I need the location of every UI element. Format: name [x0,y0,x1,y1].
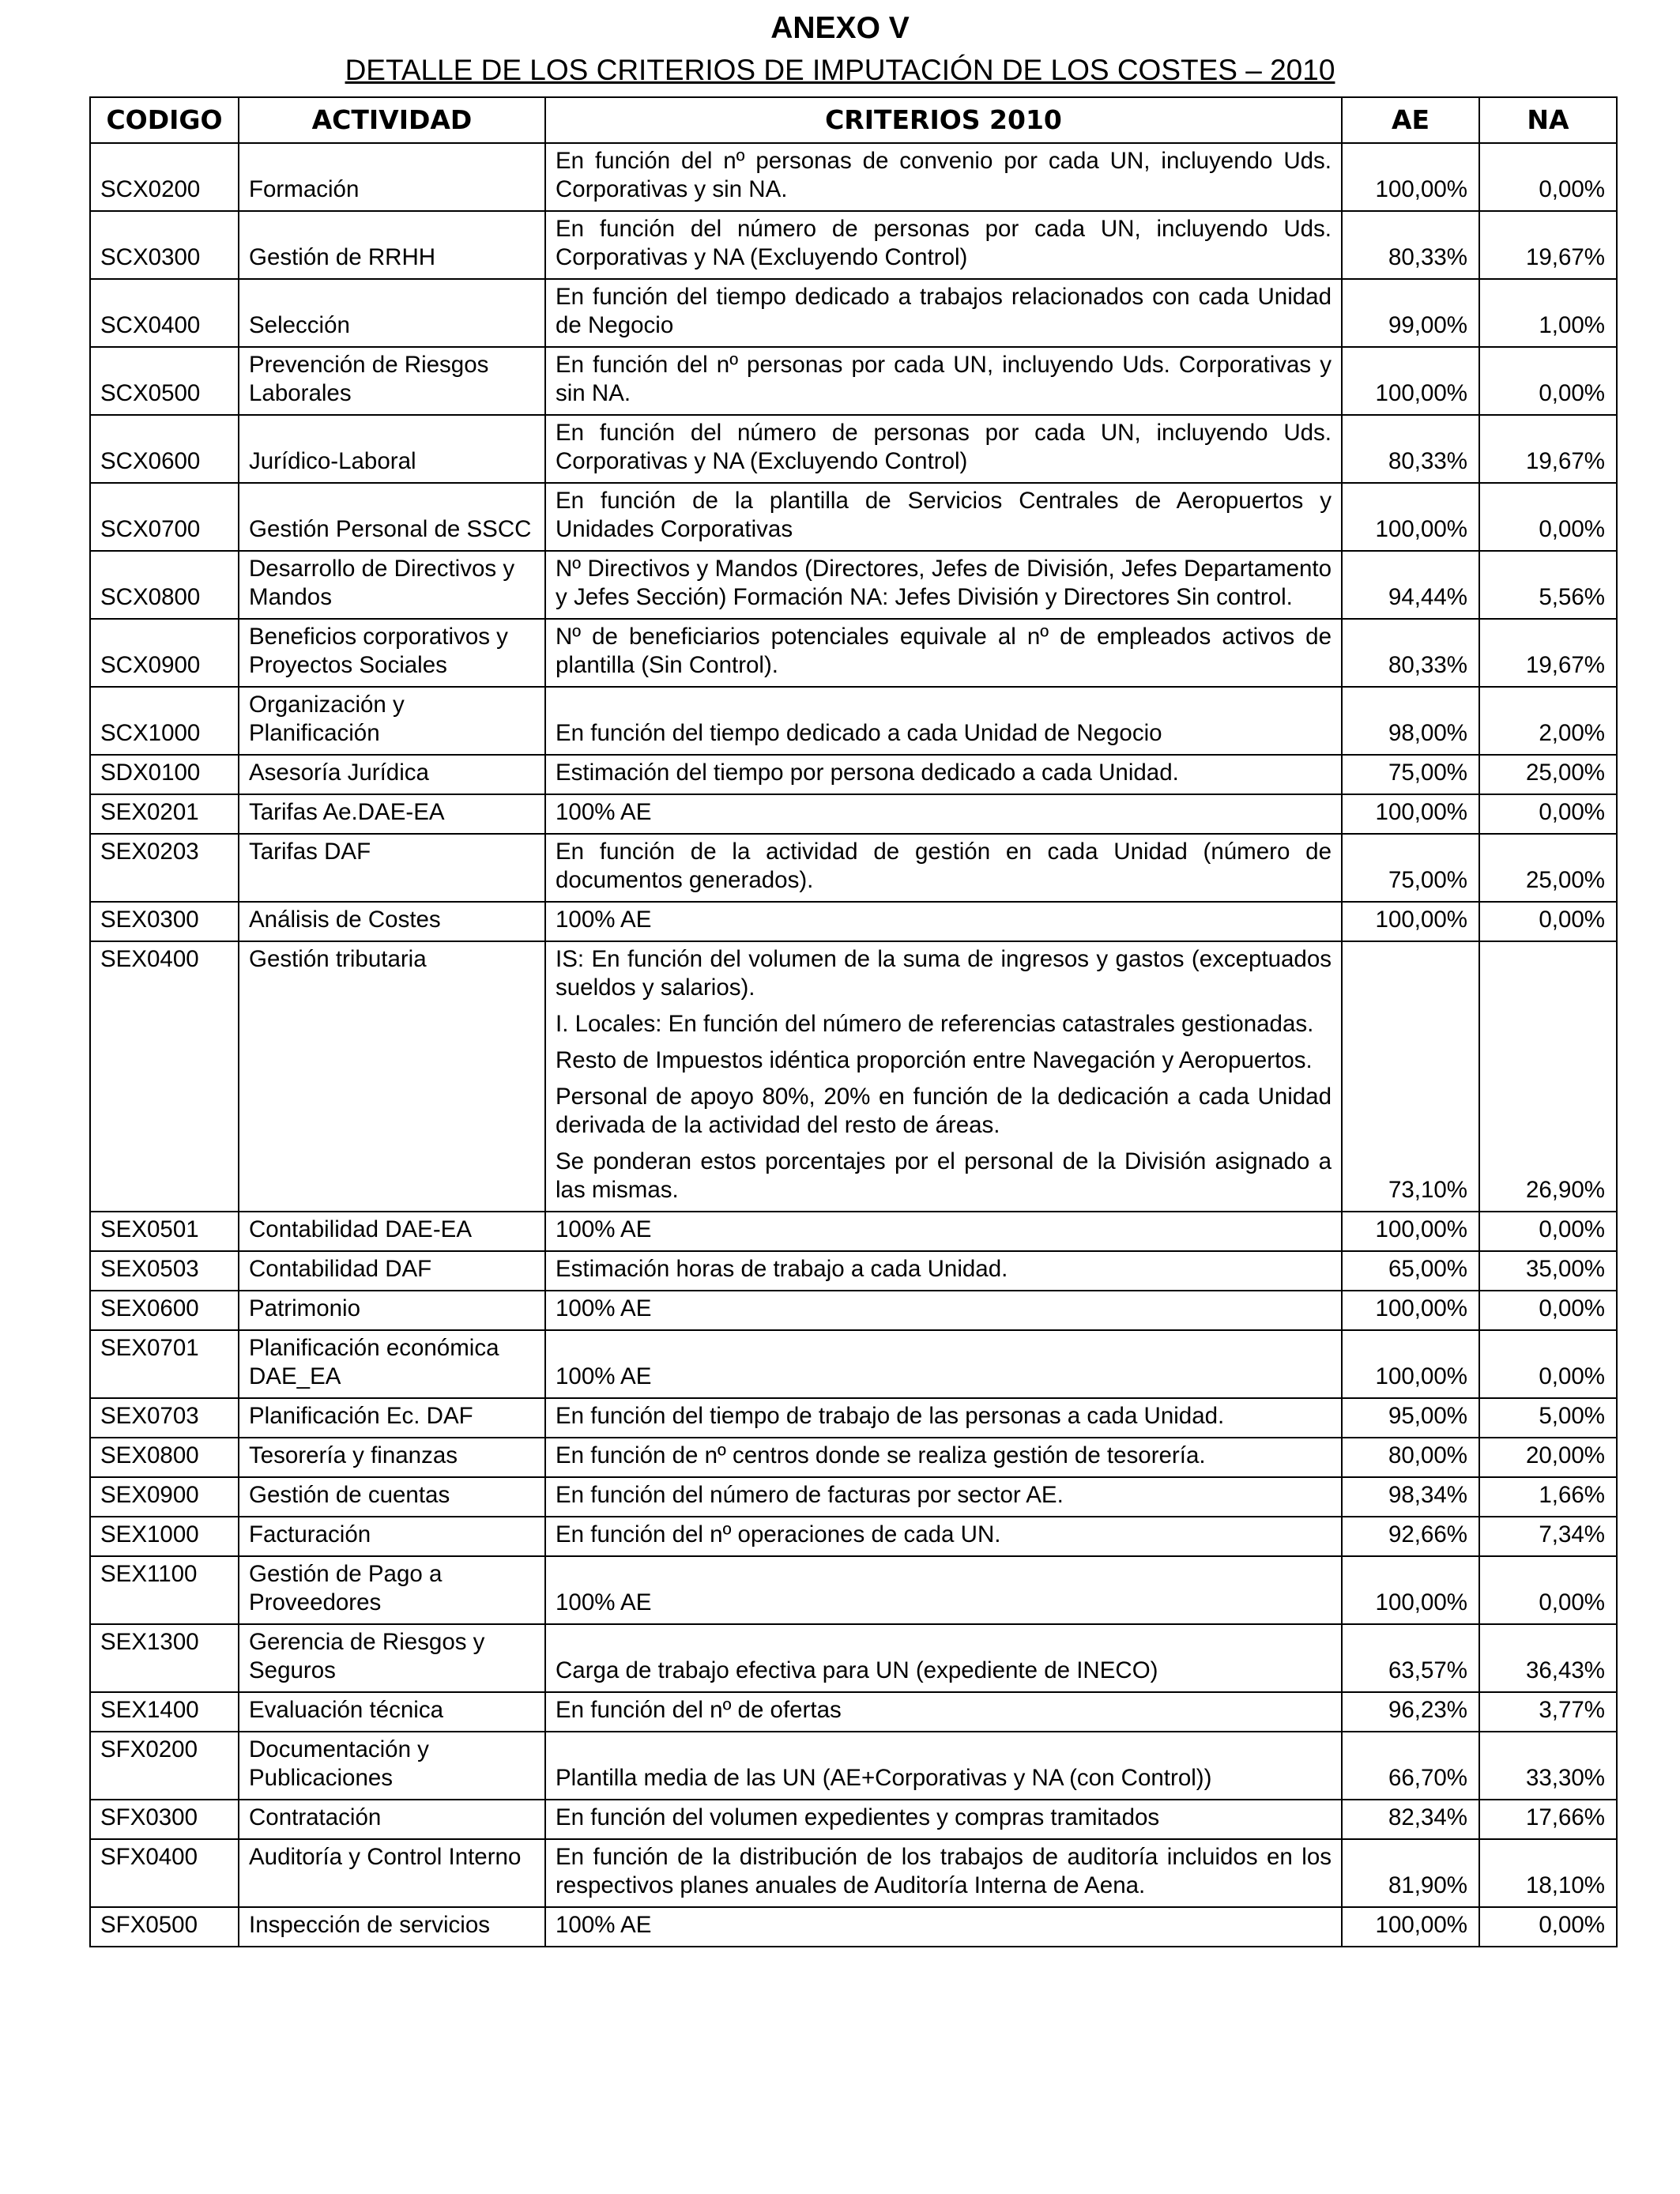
cell-ae: 96,23% [1342,1692,1479,1732]
table-header-row [90,97,1617,143]
table-row [90,143,1617,211]
table-row [90,902,1617,941]
table-row [90,1212,1617,1251]
cell-na: 36,43% [1479,1624,1617,1692]
criteria-paragraph: 100% AE [556,1295,652,1321]
cell-code: SEX0800 [90,1438,239,1477]
cell-code: SFX0300 [90,1800,239,1839]
cell-code: SCX1000 [90,687,239,755]
cell-ae: 99,00% [1342,279,1479,347]
table-row [90,1438,1617,1477]
cell-code: SCX0500 [90,347,239,415]
cell-activity: Gestión de RRHH [239,211,545,279]
criteria-paragraph: Nº de beneficiarios potenciales equivale al nº de empleados activos de plantilla (Sin Control). [556,624,1332,678]
cell-criteria [545,347,1342,415]
cell-activity: Documentación y Publicaciones [239,1732,545,1800]
table-row [90,1556,1617,1624]
cell-activity: Evaluación técnica [239,1692,545,1732]
cell-criteria [545,211,1342,279]
cell-ae: 80,33% [1342,415,1479,483]
cell-activity: Planificación económica DAE_EA [239,1330,545,1398]
cell-na: 33,30% [1479,1732,1617,1800]
cell-na: 20,00% [1479,1438,1617,1477]
cell-na: 0,00% [1479,794,1617,834]
cell-criteria [545,755,1342,794]
cell-ae: 98,00% [1342,687,1479,755]
cell-code: SEX0600 [90,1291,239,1330]
cell-activity: Gestión tributaria [239,941,545,1212]
table-row [90,1800,1617,1839]
cell-na: 2,00% [1479,687,1617,755]
cell-code: SCX0300 [90,211,239,279]
cell-code: SCX0200 [90,143,239,211]
criteria-paragraph: En función del nº de ofertas [556,1697,842,1723]
cell-criteria [545,941,1342,1212]
cell-criteria [545,794,1342,834]
cell-ae: 100,00% [1342,347,1479,415]
cell-ae: 92,66% [1342,1517,1479,1556]
cell-activity: Contratación [239,1800,545,1839]
cell-ae: 100,00% [1342,143,1479,211]
table-row [90,1624,1617,1692]
cell-activity: Gestión Personal de SSCC [239,483,545,551]
cell-ae: 82,34% [1342,1800,1479,1839]
table-row [90,211,1617,279]
page-title: ANEXO V [770,11,910,45]
table-row [90,1907,1617,1947]
cell-criteria [545,1330,1342,1398]
cell-ae: 100,00% [1342,794,1479,834]
cell-code: SEX0203 [90,834,239,902]
criteria-paragraph: 100% AE [556,1912,652,1938]
cell-criteria [545,902,1342,941]
cell-na: 0,00% [1479,902,1617,941]
cell-na: 0,00% [1479,1212,1617,1251]
cell-code: SEX0501 [90,1212,239,1251]
cell-ae: 80,33% [1342,619,1479,687]
cell-criteria [545,1624,1342,1692]
cell-na: 5,00% [1479,1398,1617,1438]
cell-activity: Contabilidad DAE-EA [239,1212,545,1251]
criteria-paragraph: I. Locales: En función del número de referencias catastrales gestionadas. [556,1011,1314,1037]
cell-activity: Gerencia de Riesgos y Seguros [239,1624,545,1692]
criteria-paragraph: Personal de apoyo 80%, 20% en función de la dedicación a cada Unidad derivada de la actividad del resto de áreas. [556,1084,1332,1138]
cell-na: 35,00% [1479,1251,1617,1291]
table-row [90,687,1617,755]
cell-na: 19,67% [1479,415,1617,483]
cell-ae: 95,00% [1342,1398,1479,1438]
cell-code: SCX0800 [90,551,239,619]
cell-na: 25,00% [1479,755,1617,794]
cell-code: SCX0600 [90,415,239,483]
cell-na: 0,00% [1479,483,1617,551]
criteria-paragraph: En función del tiempo dedicado a cada Unidad de Negocio [556,720,1162,746]
cell-ae: 73,10% [1342,941,1479,1212]
table-row [90,619,1617,687]
table-row [90,834,1617,902]
criteria-paragraph: 100% AE [556,1589,652,1615]
cell-code: SCX0900 [90,619,239,687]
criteria-paragraph: Carga de trabajo efectiva para UN (expediente de INECO) [556,1657,1158,1683]
cell-criteria [545,1291,1342,1330]
criteria-paragraph: 100% AE [556,1216,652,1242]
cell-activity: Patrimonio [239,1291,545,1330]
criteria-paragraph: Plantilla media de las UN (AE+Corporativas y NA (con Control)) [556,1765,1212,1791]
cell-activity: Organización y Planificación [239,687,545,755]
criteria-paragraph: Estimación horas de trabajo a cada Unidad. [556,1256,1008,1282]
column-header-na: NA [1479,97,1617,143]
cell-ae: 98,34% [1342,1477,1479,1517]
criteria-paragraph: En función de la actividad de gestión en cada Unidad (número de documentos generados). [556,839,1332,893]
cell-activity: Asesoría Jurídica [239,755,545,794]
cell-na: 7,34% [1479,1517,1617,1556]
cell-ae: 81,90% [1342,1839,1479,1907]
cell-code: SEX0400 [90,941,239,1212]
cell-code: SFX0400 [90,1839,239,1907]
cell-criteria [545,279,1342,347]
criteria-paragraph: En función de la plantilla de Servicios Centrales de Aeropuertos y Unidades Corporativas [556,488,1332,542]
table-row [90,794,1617,834]
cell-criteria [545,1438,1342,1477]
table-row [90,941,1617,1212]
table-row [90,1517,1617,1556]
table-row [90,1732,1617,1800]
criteria-paragraph: IS: En función del volumen de la suma de ingresos y gastos (exceptuados sueldos y salarios). [556,946,1332,1001]
cell-na: 5,56% [1479,551,1617,619]
cell-code: SEX0503 [90,1251,239,1291]
cell-criteria [545,1212,1342,1251]
cell-ae: 100,00% [1342,902,1479,941]
cell-ae: 100,00% [1342,1291,1479,1330]
cell-criteria [545,834,1342,902]
cell-activity: Auditoría y Control Interno [239,1839,545,1907]
table-row [90,755,1617,794]
cell-ae: 94,44% [1342,551,1479,619]
cell-ae: 80,00% [1342,1438,1479,1477]
criteria-paragraph: En función del número de personas por cada UN, incluyendo Uds. Corporativas y NA (Excluyendo Control) [556,420,1332,474]
cell-criteria [545,619,1342,687]
criteria-paragraph: Se ponderan estos porcentajes por el personal de la División asignado a las mismas. [556,1148,1332,1203]
cell-activity: Facturación [239,1517,545,1556]
cell-na: 17,66% [1479,1800,1617,1839]
criteria-paragraph: En función del nº personas por cada UN, incluyendo Uds. Corporativas y sin NA. [556,352,1332,406]
cell-code: SEX0300 [90,902,239,941]
cell-activity: Planificación Ec. DAF [239,1398,545,1438]
cell-code: SCX0700 [90,483,239,551]
criteria-paragraph: Nº Directivos y Mandos (Directores, Jefes de División, Jefes Departamento y Jefes Sección) Formación NA: Jefes División y Directores Sin control. [556,556,1332,610]
cell-na: 1,00% [1479,279,1617,347]
cell-criteria [545,415,1342,483]
cell-code: SFX0500 [90,1907,239,1947]
cell-code: SEX1000 [90,1517,239,1556]
table-row [90,551,1617,619]
cell-activity: Selección [239,279,545,347]
cell-activity: Beneficios corporativos y Proyectos Sociales [239,619,545,687]
cell-ae: 65,00% [1342,1251,1479,1291]
cell-na: 19,67% [1479,211,1617,279]
criteria-paragraph: En función del tiempo de trabajo de las personas a cada Unidad. [556,1403,1225,1429]
cell-criteria [545,1907,1342,1947]
criteria-paragraph: En función del nº personas de convenio por cada UN, incluyendo Uds. Corporativas y sin NA. [556,148,1332,202]
cell-code: SEX1400 [90,1692,239,1732]
cell-ae: 100,00% [1342,1212,1479,1251]
column-header-actividad: ACTIVIDAD [239,97,545,143]
table-body [90,143,1617,1947]
criteria-paragraph: 100% AE [556,907,652,933]
cell-ae: 75,00% [1342,834,1479,902]
cell-code: SEX0201 [90,794,239,834]
table-row [90,279,1617,347]
table-row [90,415,1617,483]
cell-ae: 100,00% [1342,1556,1479,1624]
cell-code: SEX0701 [90,1330,239,1398]
criteria-paragraph: En función del volumen expedientes y compras tramitados [556,1804,1160,1830]
cell-code: SCX0400 [90,279,239,347]
cell-activity: Tesorería y finanzas [239,1438,545,1477]
cell-activity: Tarifas DAF [239,834,545,902]
cell-activity: Tarifas Ae.DAE-EA [239,794,545,834]
criteria-paragraph: En función de la distribución de los trabajos de auditoría incluidos en los respectivos planes anuales de Auditoría Interna de Aena. [556,1844,1332,1898]
cell-na: 0,00% [1479,1907,1617,1947]
page-subtitle: DETALLE DE LOS CRITERIOS DE IMPUTACIÓN DE LOS COSTES – 2010 [345,54,1335,86]
cell-code: SFX0200 [90,1732,239,1800]
cell-na: 25,00% [1479,834,1617,902]
cell-na: 0,00% [1479,1330,1617,1398]
cell-activity: Formación [239,143,545,211]
cell-activity: Gestión de Pago a Proveedores [239,1556,545,1624]
cell-criteria [545,483,1342,551]
cell-ae: 80,33% [1342,211,1479,279]
cell-na: 3,77% [1479,1692,1617,1732]
cell-na: 19,67% [1479,619,1617,687]
cell-code: SDX0100 [90,755,239,794]
criteria-paragraph: 100% AE [556,1363,652,1389]
criteria-paragraph: En función del tiempo dedicado a trabajos relacionados con cada Unidad de Negocio [556,284,1332,338]
cell-ae: 63,57% [1342,1624,1479,1692]
cell-na: 1,66% [1479,1477,1617,1517]
cell-criteria [545,1517,1342,1556]
table-row [90,1398,1617,1438]
cell-activity: Inspección de servicios [239,1907,545,1947]
cell-criteria [545,1732,1342,1800]
cell-criteria [545,1251,1342,1291]
criteria-paragraph: En función del número de facturas por sector AE. [556,1482,1064,1508]
cell-na: 18,10% [1479,1839,1617,1907]
cell-ae: 66,70% [1342,1732,1479,1800]
criteria-paragraph: En función del número de personas por cada UN, incluyendo Uds. Corporativas y NA (Excluyendo Control) [556,216,1332,270]
table-row [90,1477,1617,1517]
cell-ae: 100,00% [1342,1330,1479,1398]
cell-ae: 100,00% [1342,1907,1479,1947]
cell-na: 0,00% [1479,347,1617,415]
criteria-paragraph: Resto de Impuestos idéntica proporción entre Navegación y Aeropuertos. [556,1047,1313,1073]
cell-criteria [545,1398,1342,1438]
criteria-paragraph: Estimación del tiempo por persona dedicado a cada Unidad. [556,760,1179,786]
cell-criteria [545,1839,1342,1907]
cell-criteria [545,551,1342,619]
cell-code: SEX0703 [90,1398,239,1438]
table-row [90,483,1617,551]
column-header-criterios: CRITERIOS 2010 [545,97,1342,143]
cell-code: SEX1100 [90,1556,239,1624]
criteria-paragraph: 100% AE [556,799,652,825]
cell-criteria [545,687,1342,755]
cell-code: SEX1300 [90,1624,239,1692]
cell-code: SEX0900 [90,1477,239,1517]
cell-na: 0,00% [1479,1556,1617,1624]
criteria-paragraph: En función de nº centros donde se realiza gestión de tesorería. [556,1442,1206,1468]
column-header-codigo: CODIGO [90,97,239,143]
cell-activity: Contabilidad DAF [239,1251,545,1291]
cell-criteria [545,1800,1342,1839]
cell-criteria [545,1556,1342,1624]
table-row [90,1839,1617,1907]
cell-activity: Jurídico-Laboral [239,415,545,483]
table-row [90,1251,1617,1291]
cell-activity: Gestión de cuentas [239,1477,545,1517]
cell-activity: Desarrollo de Directivos y Mandos [239,551,545,619]
cell-na: 0,00% [1479,143,1617,211]
cell-criteria [545,1477,1342,1517]
column-header-ae: AE [1342,97,1479,143]
cell-ae: 100,00% [1342,483,1479,551]
cell-activity: Prevención de Riesgos Laborales [239,347,545,415]
criteria-paragraph: En función del nº operaciones de cada UN. [556,1521,1001,1547]
cell-na: 26,90% [1479,941,1617,1212]
cell-criteria [545,1692,1342,1732]
table-row [90,1291,1617,1330]
cell-na: 0,00% [1479,1291,1617,1330]
criteria-table [89,96,1618,1947]
cell-activity: Análisis de Costes [239,902,545,941]
cell-ae: 75,00% [1342,755,1479,794]
table-row [90,1692,1617,1732]
table-row [90,347,1617,415]
table-row [90,1330,1617,1398]
cell-criteria [545,143,1342,211]
